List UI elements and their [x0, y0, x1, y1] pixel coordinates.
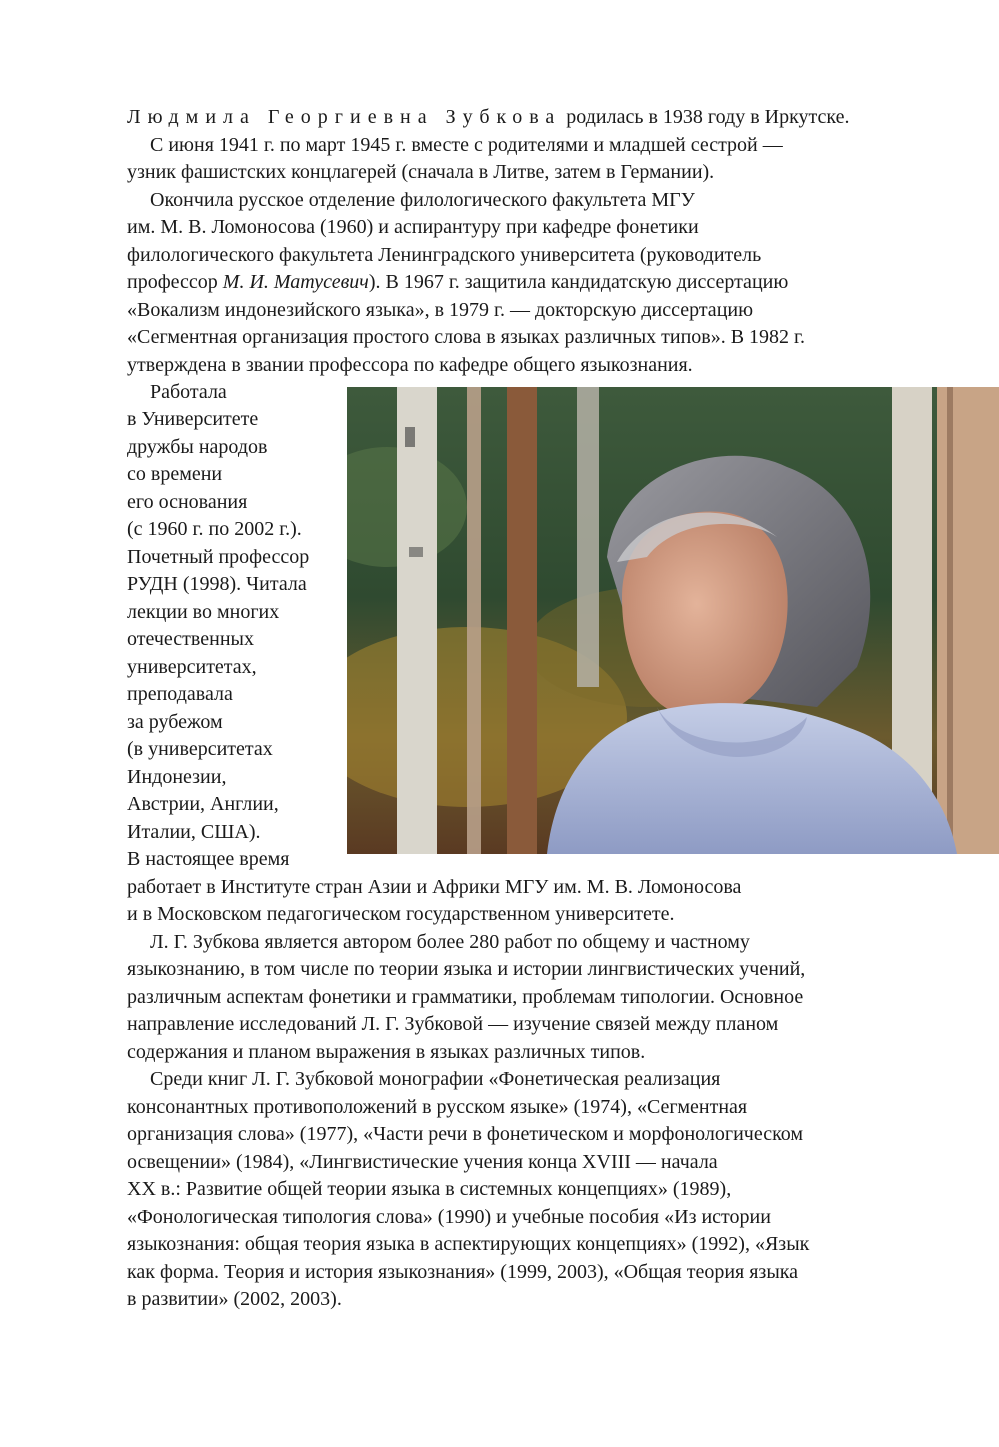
text-line: работает в Институте стран Азии и Африки МГУ им. М. В. Ломоносова [127, 876, 742, 898]
text-line: организация слова» (1977), «Части речи в фонетическом и морфонологическом [127, 1123, 804, 1145]
text-line: им. М. В. Ломоносова (1960) и аспирантуру при кафедре фонетики [127, 216, 699, 238]
text-line: дружбы народов [127, 436, 268, 458]
text-line: Италии, США). [127, 821, 261, 843]
text-line: Л. Г. Зубкова является автором более 280 работ по общему и частному [150, 931, 750, 953]
text-line: за рубежом [127, 711, 223, 733]
supervisor-name: М. И. Матусевич [222, 271, 369, 293]
text-line: содержания и планом выражения в языках различных типов. [127, 1041, 646, 1063]
text-line: в развитии» (2002, 2003). [127, 1288, 342, 1310]
text-line [127, 269, 788, 296]
text-span: ). В 1967 г. защитила кандидатскую диссертацию [368, 271, 789, 293]
text-line: языкознанию, в том числе по теории языка и истории лингвистических учений, [127, 958, 806, 980]
text-line: «Фонологическая типология слова» (1990) и учебные пособия «Из истории [127, 1206, 771, 1228]
text-line: С июня 1941 г. по март 1945 г. вместе с родителями и младшей сестрой — [150, 134, 783, 156]
text-line: Индонезии, [127, 766, 227, 788]
text-line: в Университете [127, 408, 259, 430]
text-line: Окончила русское отделение филологического факультета МГУ [150, 189, 695, 211]
text-line: со времени [127, 463, 223, 485]
text-line: «Вокализм индонезийского языка», в 1979 г. — докторскую диссертацию [127, 299, 754, 321]
text-line: филологического факультета Ленинградского университета (руководитель [127, 244, 762, 266]
text-line: Почетный профессор [127, 546, 310, 568]
text-span: профессор [127, 271, 223, 293]
text-line: преподавала [127, 683, 233, 705]
text-line: РУДН (1998). Читала [127, 573, 307, 595]
text-line: (в университетах [127, 738, 273, 760]
text-line: В настоящее время [127, 848, 290, 870]
text-line: Австрии, Англии, [127, 793, 279, 815]
portrait-photo [347, 387, 999, 854]
text-line: консонантных противоположений в русском языке» (1974), «Сегментная [127, 1096, 748, 1118]
text-line: Среди книг Л. Г. Зубковой монографии «Фонетическая реализация [150, 1068, 721, 1090]
text-line: направление исследований Л. Г. Зубковой — изучение связей между планом [127, 1013, 779, 1035]
text-line: отечественных [127, 628, 254, 650]
text-line: его основания [127, 491, 248, 513]
first-line [127, 104, 849, 131]
text-span: родилась в 1938 году в Иркутске. [566, 106, 850, 128]
author-name: Людмила Георгиевна Зубкова [127, 106, 562, 128]
text-line: и в Московском педагогическом государственном университете. [127, 903, 675, 925]
text-line: различным аспектам фонетики и грамматики, проблемам типологии. Основное [127, 986, 804, 1008]
text-line: языкознания: общая теория языка в аспектирующих концепциях» (1992), «Язык [127, 1233, 810, 1255]
text-line: «Сегментная организация простого слова в языках различных типов». В 1982 г. [127, 326, 806, 348]
text-line: узник фашистских концлагерей (сначала в Литве, затем в Германии). [127, 161, 715, 183]
text-line: как форма. Теория и история языкознания» (1999, 2003), «Общая теория языка [127, 1261, 799, 1283]
text-line: освещении» (1984), «Лингвистические учения конца XVIII — начала [127, 1151, 718, 1173]
text-line: утверждена в звании профессора по кафедре общего языкознания. [127, 354, 693, 376]
text-line: (с 1960 г. по 2002 г.). [127, 518, 302, 540]
text-line: Работала [150, 381, 227, 403]
text-line: XX в.: Развитие общей теории языка в системных концепциях» (1989), [127, 1178, 732, 1200]
text-line: университетах, [127, 656, 257, 678]
text-line: лекции во многих [127, 601, 280, 623]
